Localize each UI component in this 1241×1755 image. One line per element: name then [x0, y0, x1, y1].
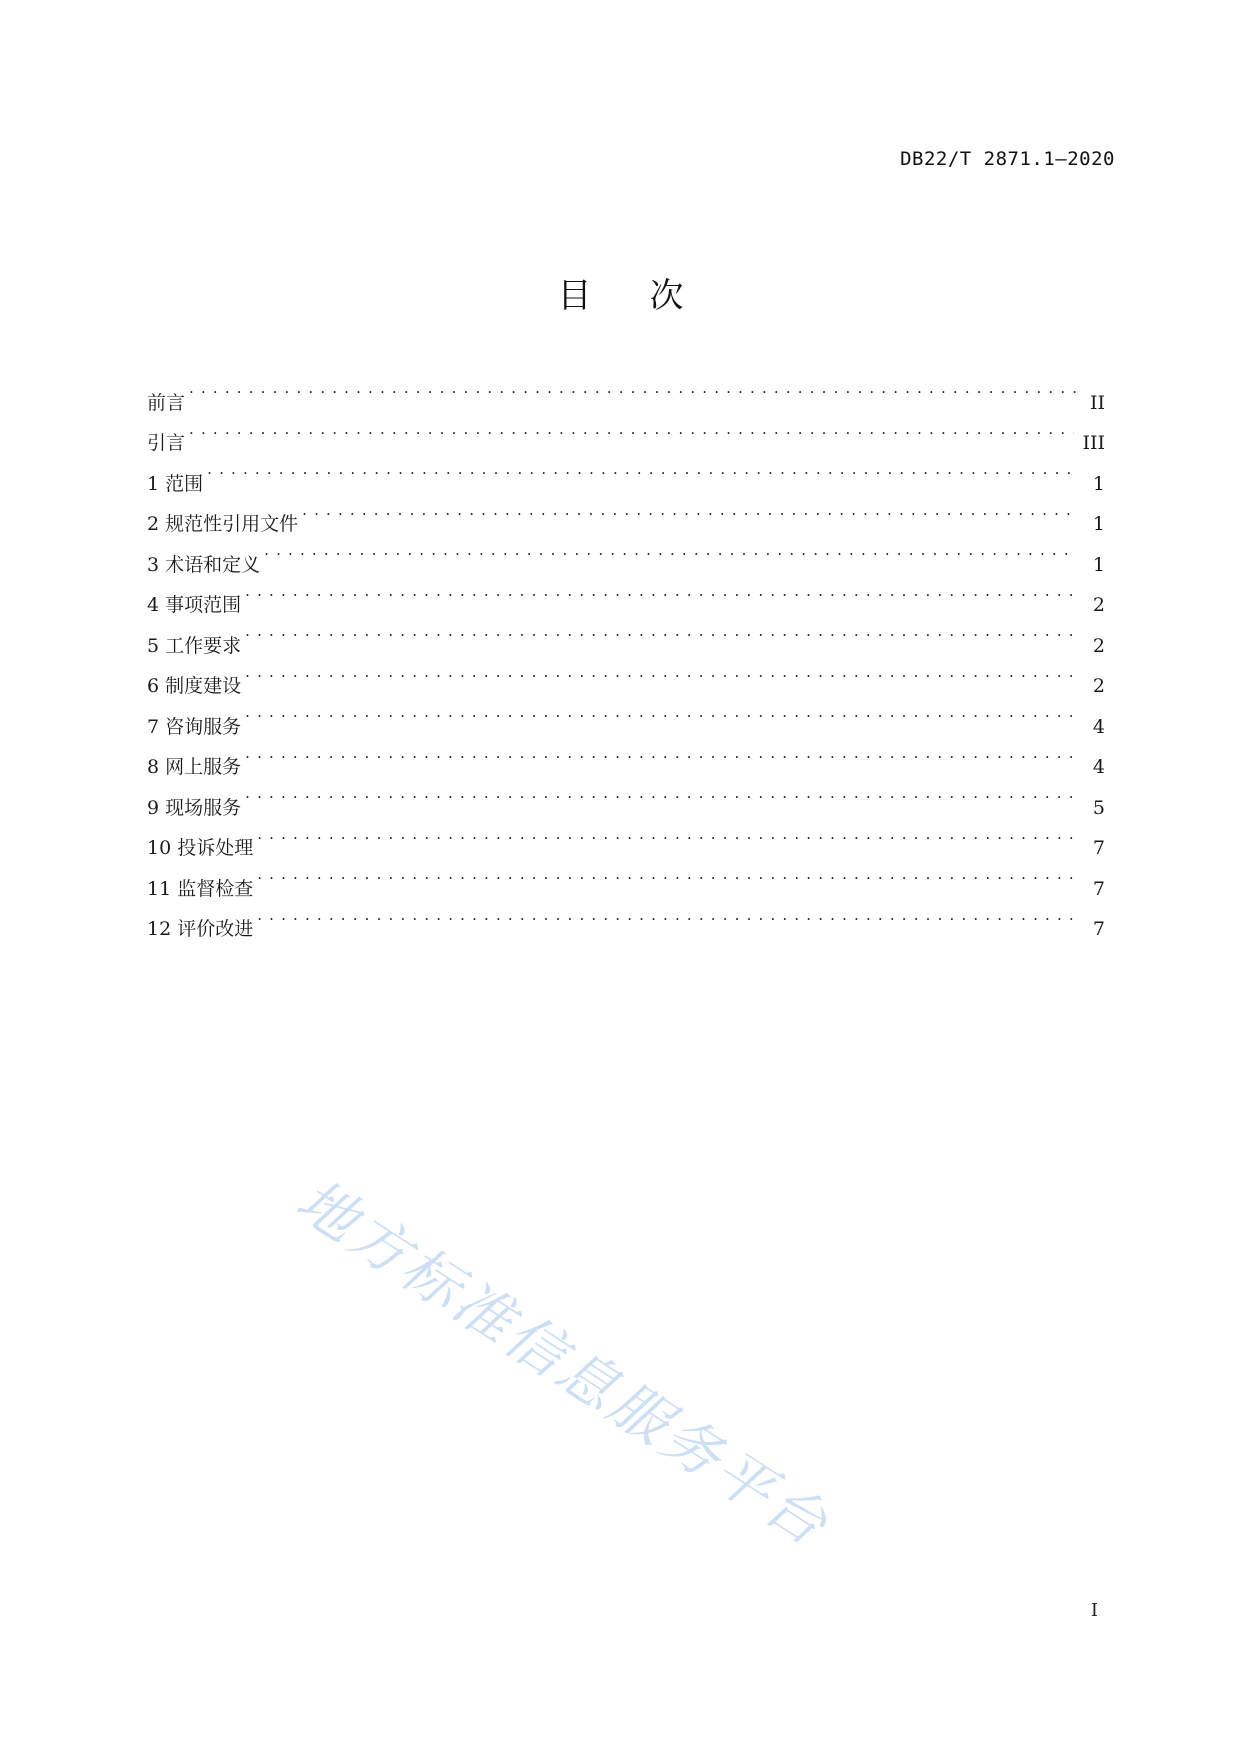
toc-entry-matter-scope[interactable] [147, 571, 1105, 616]
toc-entry-consulting-service[interactable] [147, 692, 1105, 738]
toc-entry-page: 7 [1092, 837, 1105, 859]
toc-entry-label: 引言 [147, 432, 186, 454]
toc-entry-page: 1 [1092, 513, 1105, 535]
toc-entry-page: 4 [1092, 715, 1105, 738]
dot-leader [264, 530, 1077, 571]
dot-leader [245, 571, 1077, 612]
dot-leader [245, 773, 1077, 814]
dot-leader [245, 652, 1077, 693]
toc-entry-label: 9 现场服务 [147, 796, 242, 819]
toc-entry-label: 11 监督检查 [147, 877, 254, 900]
toc-entry-page: III [1082, 432, 1105, 454]
toc-entry-introduction[interactable] [147, 409, 1105, 454]
dot-leader [257, 854, 1077, 895]
page-number: I [1090, 1600, 1098, 1621]
toc-entry-work-requirements[interactable] [147, 611, 1105, 657]
toc-entry-terms-definitions[interactable] [147, 530, 1105, 576]
toc-entry-label: 6 制度建设 [147, 675, 242, 697]
toc-entry-page: 1 [1092, 553, 1105, 576]
page-title: 目次 [557, 276, 742, 316]
toc-entry-page: 5 [1092, 796, 1105, 819]
document-code: DB22/T 2871.1—2020 [900, 148, 1115, 170]
toc-entry-label: 2 规范性引用文件 [147, 513, 299, 535]
toc-entry-label: 12 评价改进 [147, 918, 254, 940]
toc-entry-label: 前言 [147, 391, 186, 414]
toc-entry-online-service[interactable] [147, 733, 1105, 778]
dot-leader [189, 368, 1077, 409]
toc-entry-label: 1 范围 [147, 472, 204, 495]
toc-entry-page: 4 [1092, 756, 1105, 778]
toc-entry-complaint-handling[interactable] [147, 814, 1105, 859]
dot-leader [257, 895, 1077, 936]
watermark: 地方标准信息服务平台 [284, 1165, 842, 1561]
toc-entry-evaluation-improvement[interactable] [147, 895, 1105, 940]
toc-entry-page: II [1089, 391, 1105, 414]
dot-leader [245, 611, 1077, 652]
toc-entry-label: 8 网上服务 [147, 756, 242, 778]
toc-entry-label: 7 咨询服务 [147, 715, 242, 738]
toc-entry-page: 7 [1092, 918, 1105, 940]
toc-entry-label: 4 事项范围 [147, 594, 242, 616]
dot-leader [189, 409, 1074, 450]
toc-entry-scope[interactable] [147, 449, 1105, 495]
dot-leader [245, 692, 1077, 733]
toc-entry-normative-references[interactable] [147, 490, 1105, 535]
dot-leader [207, 449, 1077, 490]
toc-entry-page: 2 [1092, 594, 1105, 616]
toc-entry-page: 2 [1092, 675, 1105, 697]
toc-entry-page: 2 [1092, 634, 1105, 657]
toc-entry-page: 1 [1092, 472, 1105, 495]
toc-entry-supervision-inspection[interactable] [147, 854, 1105, 900]
toc-entry-page: 7 [1092, 877, 1105, 900]
toc-entry-label: 10 投诉处理 [147, 837, 254, 859]
toc-entry-onsite-service[interactable] [147, 773, 1105, 819]
dot-leader [302, 490, 1077, 531]
table-of-contents [147, 368, 1105, 940]
toc-entry-system-building[interactable] [147, 652, 1105, 697]
toc-entry-label: 3 术语和定义 [147, 553, 261, 576]
toc-entry-label: 5 工作要求 [147, 634, 242, 657]
dot-leader [257, 814, 1077, 855]
toc-entry-foreword[interactable] [147, 368, 1105, 414]
dot-leader [245, 733, 1077, 774]
